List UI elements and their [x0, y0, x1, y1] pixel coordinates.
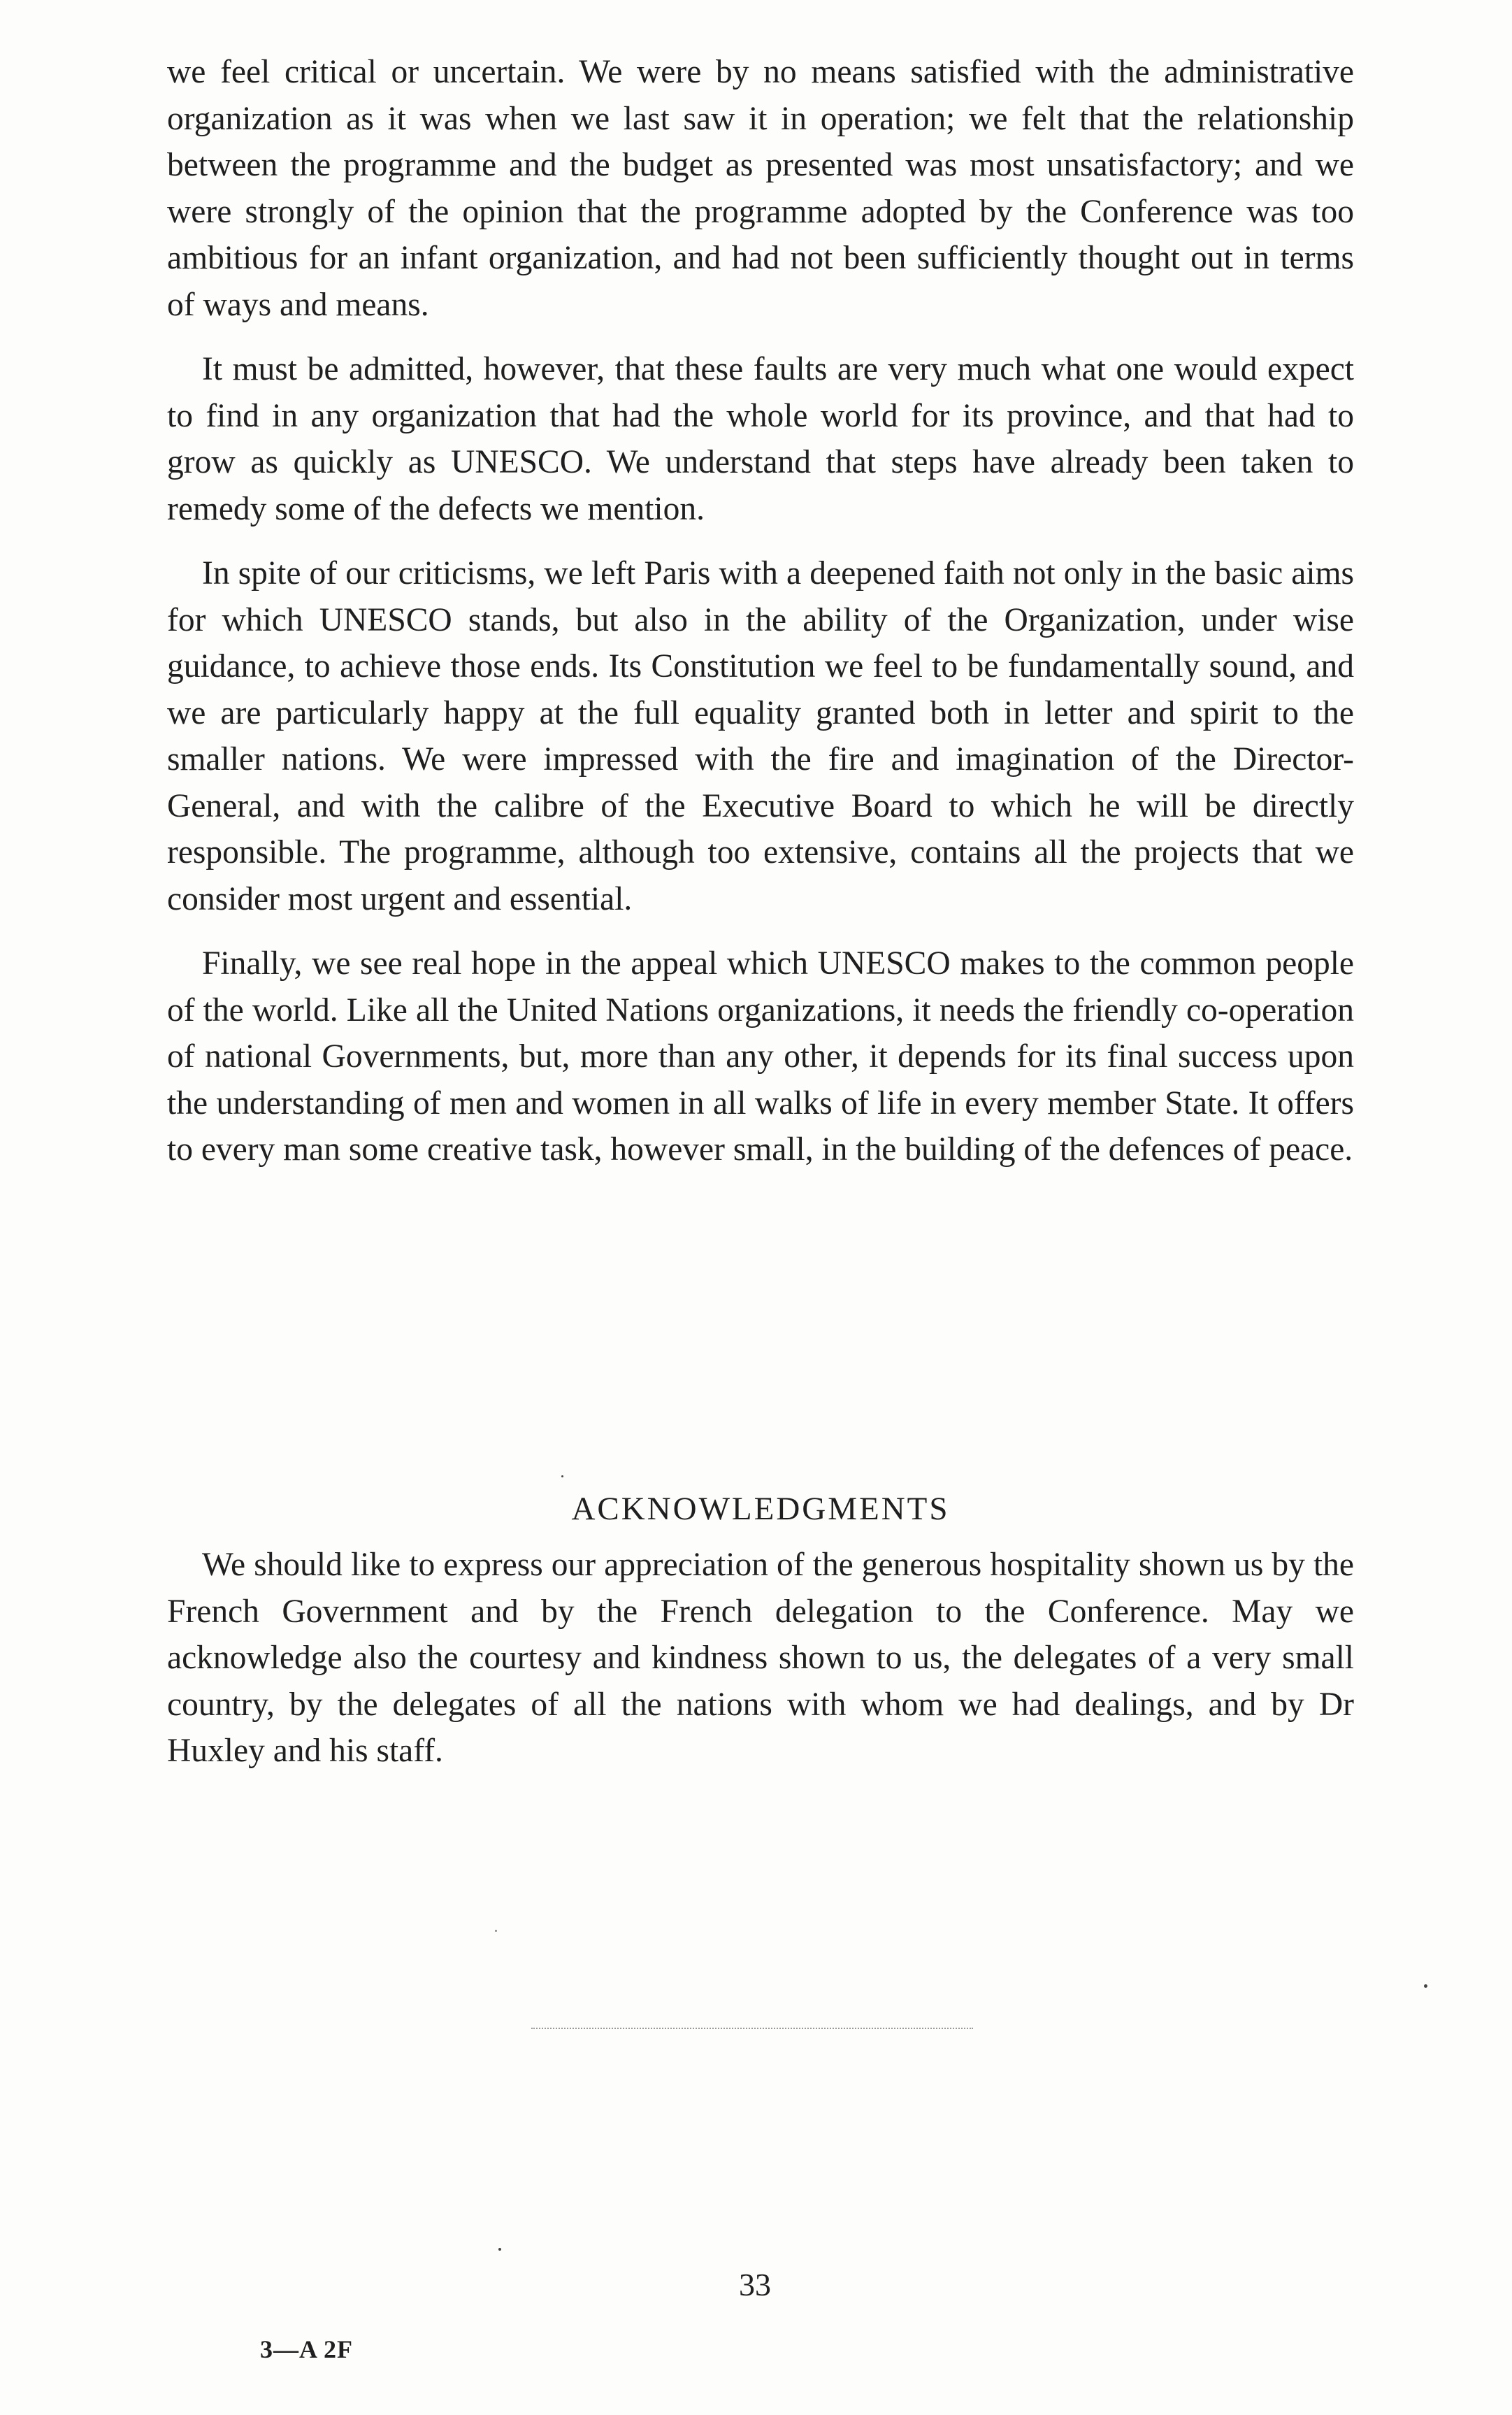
paragraph-3: In spite of our criticisms, we left Paris with a deepened faith not only in the basic aims for which UNESCO stands, but also in the ability of the Organization, under wise guidance, to achieve those ends. Its Constitution we feel to be fundamentally sound, and we are particularly happy at the full equality granted both in letter and spirit to the smaller nations. We were impressed with the fire and imagination of the Director-General, and with the calibre of the Executive Board to which he will be directly responsible. The programme, although too extensive, contains all the projects that we consider most urgent and essential.	[167, 555, 1354, 917]
paragraph-2: It must be admitted, however, that these faults are very much what one would expect to find in any organization that had the whole world for its province, and that had to grow as quickly as UNESCO. We understand that steps have already been taken to remedy some of the defects we mention.	[167, 351, 1354, 527]
end-rule	[531, 2028, 973, 2029]
paragraph-4: Finally, we see real hope in the appeal which UNESCO makes to the common people of the world. Like all the United Nations organizations, it needs the friendly co-operation of national Governments, but, more than any other, it depends for its final success upon the understanding of men and women in all walks of life in every member State. It offers to every man some creative task, however small, in the building of the defences of peace.	[167, 945, 1354, 1168]
page-number: 33	[739, 2267, 771, 2302]
signature-mark: 3—A 2F	[260, 2335, 354, 2363]
print-speck-4	[498, 2248, 501, 2251]
print-speck-3	[1424, 1984, 1427, 1988]
body-text	[167, 49, 1354, 1191]
acknowledgments-section	[167, 1542, 1354, 1793]
paragraph-1: we feel critical or uncertain. We were by no means satisfied with the administrative organization as it was when we last saw it in operation; we felt that the relationship between the programme and the budget as presented was most unsatisfactory; and we were strongly of the opinion that the programme adopted by the Conference was too ambitious for an infant organization, and had not been sufficiently thought out in terms of ways and means.	[167, 54, 1354, 323]
print-speck-2	[495, 1930, 497, 1932]
acknowledgments-paragraph: We should like to express our appreciation of the generous hospitality shown us by the French Government and by the French delegation to the Conference. May we acknowledge also the courtesy and kindness shown to us, the delegates of a very small country, by the delegates of all the nations with whom we had dealings, and by Dr Huxley and his staff.	[167, 1547, 1354, 1769]
acknowledgments-heading: ACKNOWLEDGMENTS	[571, 1491, 950, 1527]
print-speck-1	[561, 1475, 563, 1477]
